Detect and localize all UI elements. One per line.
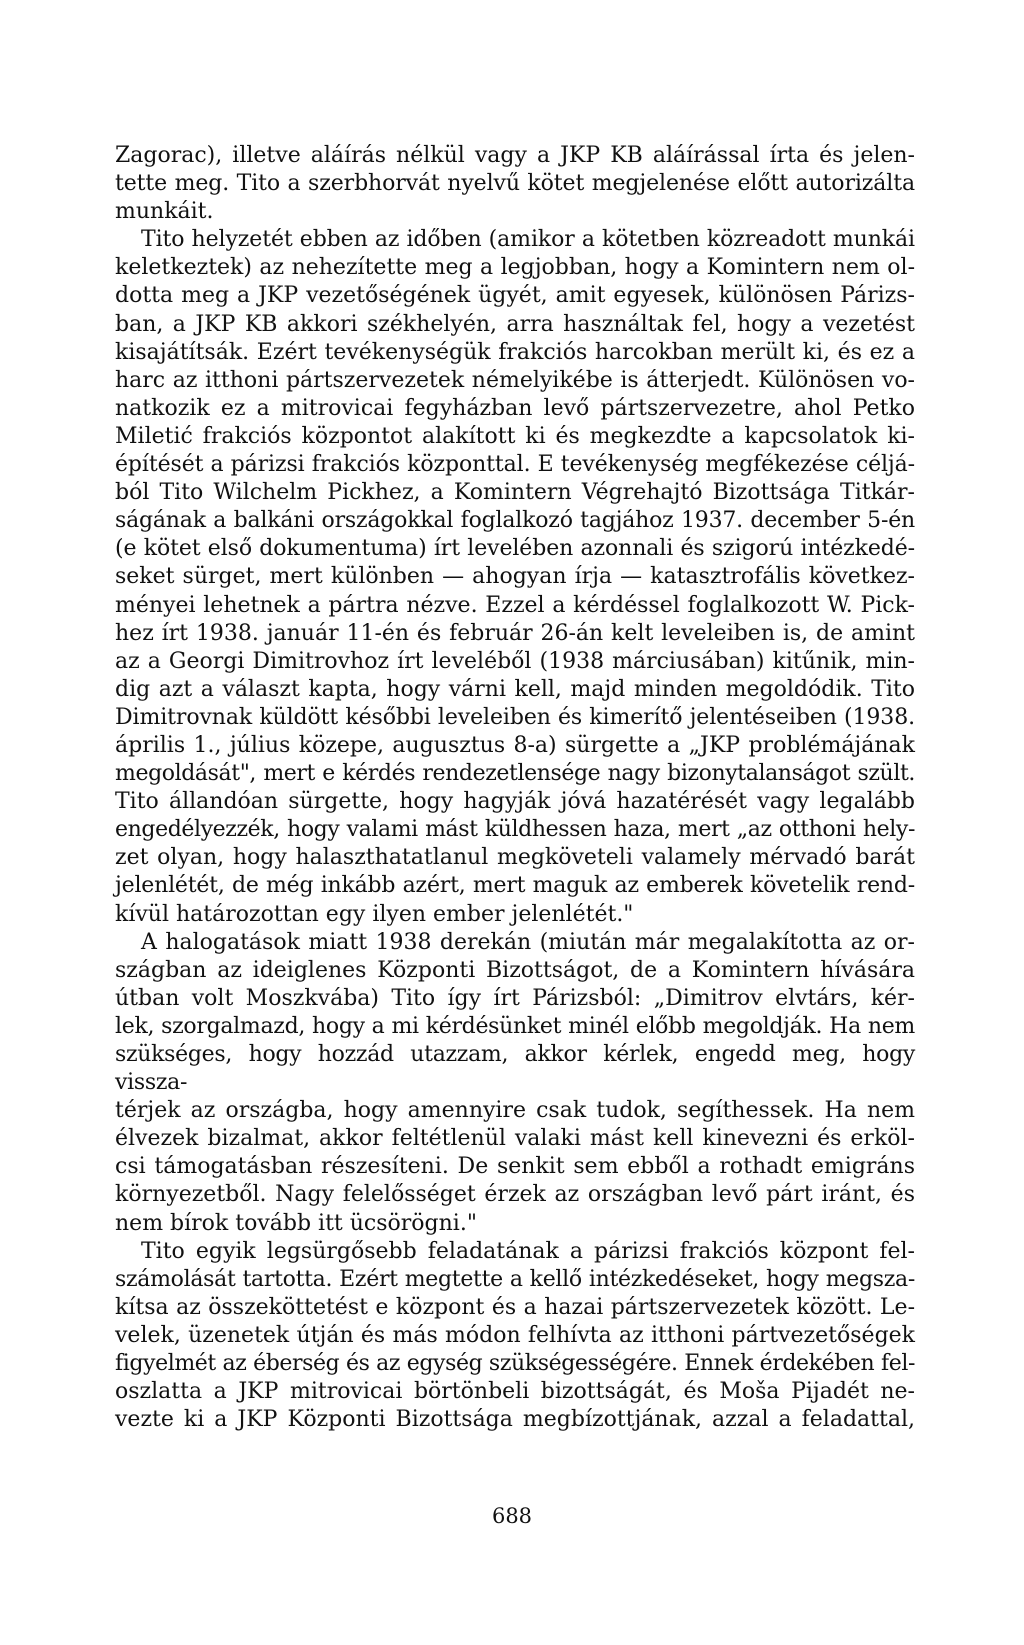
text-line: zet olyan, hogy halaszthatatlanul megköveteli valamely mérvadó barát: [115, 845, 915, 871]
text-line: Tito állandóan sürgette, hogy hagyják jóvá hazatérését vagy legalább: [115, 789, 915, 815]
text-line: dig azt a választ kapta, hogy várni kell, majd minden megoldódik. Tito: [115, 676, 915, 702]
text-line: környezetből. Nagy felelősséget érzek az országban levő párt iránt, és: [115, 1182, 915, 1208]
text-line: natkozik ez a mitrovicai fegyházban levő pártszervezetre, ahol Petko: [115, 395, 915, 421]
text-line: kítsa az összeköttetést e központ és a hazai pártszervezetek között. Le-: [115, 1294, 915, 1320]
paragraph-3: [115, 929, 915, 1238]
text-line: számolását tartotta. Ezért megtette a kellő intézkedéseket, hogy megsza-: [115, 1266, 915, 1292]
paragraph-4: [115, 1238, 915, 1435]
text-line: lek, szorgalmazd, hogy a mi kérdésünket minél előbb megoldják. Ha nem: [115, 1013, 915, 1039]
text-line: ményei lehetnek a pártra nézve. Ezzel a kérdéssel foglalkozott W. Pick-: [115, 592, 915, 618]
text-line: nem bírok tovább itt ücsörögni.": [115, 1210, 477, 1236]
text-line: útban volt Moszkvába) Tito így írt Párizsból: „Dimitrov elvtárs, kér-: [115, 985, 915, 1011]
text-line: kívül határozottan egy ilyen ember jelenlétét.": [115, 901, 634, 927]
text-line: (e kötet első dokumentuma) írt levelében azonnali és szigorú intézkedé-: [115, 536, 915, 562]
text-line: seket sürget, mert különben — ahogyan írja — katasztrofális következ-: [115, 564, 915, 590]
paragraph-1: [115, 142, 915, 226]
text-line: szükséges, hogy hozzád utazzam, akkor kérlek, engedd meg, hogy vissza-: [115, 1042, 915, 1096]
text-line: Miletić frakciós központot alakított ki és megkezdte a kapcsolatok ki-: [115, 423, 915, 449]
text-line: A halogatások miatt 1938 derekán (miután már megalakította az or-: [141, 929, 915, 955]
text-line: szágban az ideiglenes Központi Bizottságot, de a Komintern hívására: [115, 957, 915, 983]
text-line: Tito helyzetét ebben az időben (amikor a kötetben közreadott munkái: [141, 227, 915, 253]
page-number: 688: [491, 1504, 533, 1528]
text-line: jelenlétét, de még inkább azért, mert maguk az emberek követelik rend-: [115, 873, 915, 899]
text-line: Dimitrovnak küldött későbbi leveleiben és kimerítő jelentéseiben (1938.: [115, 704, 915, 730]
text-line: keletkeztek) az nehezítette meg a legjobban, hogy a Komintern nem ol-: [115, 255, 915, 281]
text-line: az a Georgi Dimitrovhoz írt leveléből (1938 márciusában) kitűnik, min-: [115, 648, 915, 674]
text-line: élvezek bizalmat, akkor feltétlenül valaki mást kell kinevezni és erköl-: [115, 1126, 915, 1152]
text-line: tette meg. Tito a szerbhorvát nyelvű kötet megjelenése előtt autorizálta: [115, 171, 915, 197]
text-line: április 1., július közepe, augusztus 8-a) sürgette a „JKP problémájának: [115, 732, 915, 758]
text-line: velek, üzenetek útján és más módon felhívta az itthoni pártvezetőségek: [115, 1322, 915, 1348]
text-line: kisajátítsák. Ezért tevékenységük frakciós harcokban merült ki, és ez a: [115, 339, 915, 365]
body-text: [115, 142, 915, 1434]
text-line: csi támogatásban részesíteni. De senkit sem ebből a rothadt emigráns: [115, 1154, 915, 1180]
text-line: engedélyezzék, hogy valami mást küldhessen haza, mert „az otthoni hely-: [115, 817, 915, 843]
text-line: Tito egyik legsürgősebb feladatának a párizsi frakciós központ fel-: [141, 1238, 915, 1264]
text-line: megoldását", mert e kérdés rendezetlensége nagy bizonytalanságot szült.: [115, 761, 915, 787]
text-line: dotta meg a JKP vezetőségének ügyét, amit egyesek, különösen Párizs-: [115, 283, 915, 309]
text-line: figyelmét az éberség és az egység szükségességére. Ennek érdekében fel-: [115, 1351, 915, 1377]
text-line: Zagorac), illetve aláírás nélkül vagy a JKP KB aláírással írta és jelen-: [115, 143, 915, 168]
text-line: térjek az országba, hogy amennyire csak tudok, segíthessek. Ha nem: [115, 1098, 915, 1124]
text-line: ságának a balkáni országokkal foglalkozó tagjához 1937. december 5-én: [115, 508, 915, 534]
text-line: építését a párizsi frakciós központtal. E tevékenység megfékezése céljá-: [115, 452, 915, 478]
text-line: oszlatta a JKP mitrovicai börtönbeli bizottságát, és Moša Pijadét ne-: [115, 1379, 915, 1405]
text-line: harc az itthoni pártszervezetek némelyikébe is átterjedt. Különösen vo-: [115, 367, 915, 393]
text-line: ban, a JKP KB akkori székhelyén, arra használtak fel, hogy a vezetést: [115, 311, 915, 337]
paragraph-2: [115, 226, 915, 928]
text-line: ból Tito Wilchelm Pickhez, a Komintern Végrehajtó Bizottsága Titkár-: [115, 480, 915, 506]
text-line: munkáit.: [115, 199, 214, 225]
text-line: hez írt 1938. január 11-én és február 26-án kelt leveleiben is, de amint: [115, 620, 915, 646]
text-line: vezte ki a JKP Központi Bizottsága megbízottjának, azzal a feladattal,: [115, 1407, 915, 1433]
